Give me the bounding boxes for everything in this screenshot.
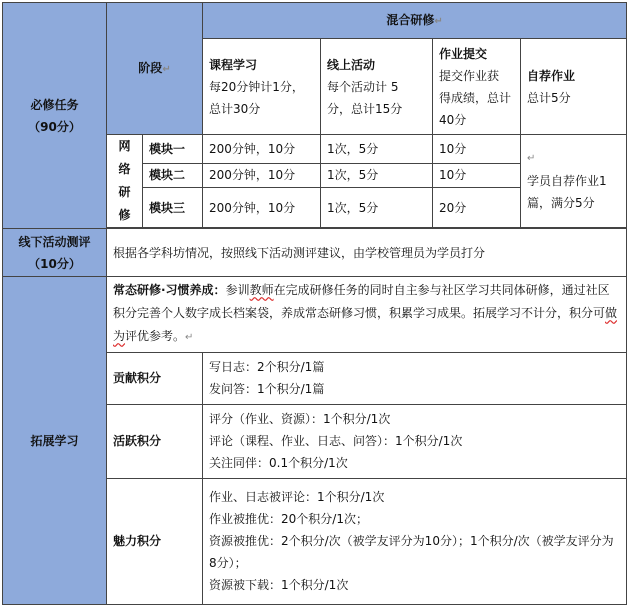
rule-item: 关注同伴：0.1个积分/1次 xyxy=(209,456,348,471)
module-name: 模块二 xyxy=(143,163,203,187)
course-study-header: 课程学习 每20分钟计1分， 总计30分 xyxy=(203,39,321,135)
module-homework-value: 10分 xyxy=(433,163,521,187)
paragraph-mark-icon: ↵ xyxy=(162,63,171,75)
module-online-value: 1次，5分 xyxy=(321,187,433,228)
offline-label: 线下活动测评 xyxy=(18,234,91,249)
rule-item: 作业、日志被评论：1个积分/1次 xyxy=(209,490,385,505)
module-name: 模块一 xyxy=(143,135,203,163)
course-study-title: 课程学习 xyxy=(209,57,258,72)
charm-points-rules xyxy=(203,478,627,604)
network-training-label: 网 络 研 修 xyxy=(107,135,143,228)
extension-intro: 常态研修·习惯养成：参训教师在完成研修任务的同时自主参与社区学习共同体研修，通过社区积分完善个人数字成长档案袋，养成常态研修习惯，积累学习成果。拓展学习不计分，积分可做为评优参考。↵ xyxy=(107,277,627,352)
offline-section-header xyxy=(3,229,107,277)
required-label: 必修任务 xyxy=(30,97,79,112)
online-activity-header: 线上活动 每个活动计 5 分，总计15分 xyxy=(321,39,433,135)
paragraph-mark-icon: ↵ xyxy=(527,153,536,165)
blended-header: 混合研修↵ xyxy=(203,3,627,39)
contribution-points-rules xyxy=(203,352,627,404)
module-online-value: 1次，5分 xyxy=(321,163,433,187)
self-recommend-header: 自荐作业 总计5分 xyxy=(521,39,627,135)
rule-item: 发问答：1个积分/1篇 xyxy=(209,382,325,397)
online-activity-title: 线上活动 xyxy=(327,57,376,72)
paragraph-mark-icon: ↵ xyxy=(434,15,443,27)
paragraph-mark-icon: ↵ xyxy=(185,332,194,344)
offline-score: （10分） xyxy=(28,256,81,271)
self-recommend-title: 自荐作业 xyxy=(527,68,576,83)
rule-item: 资源被下载：1个积分/1次 xyxy=(209,578,349,593)
extension-section-header xyxy=(3,277,107,605)
activity-points-rules xyxy=(203,404,627,478)
rule-item: 写日志：2个积分/1篇 xyxy=(209,360,325,375)
offline-description: 根据各学科坊情况，按照线下活动测评建议，由学校管理员为学员打分 xyxy=(107,229,627,277)
module-homework-value: 20分 xyxy=(433,187,521,228)
training-plan-table xyxy=(2,2,627,605)
module-course-value: 200分钟，10分 xyxy=(203,163,321,187)
module-online-value: 1次，5分 xyxy=(321,135,433,163)
module-homework-value: 10分 xyxy=(433,135,521,163)
stage-label: 阶段 xyxy=(138,60,163,75)
rule-item: 作业被推优：20个积分/1次； xyxy=(209,512,368,527)
homework-submit-title: 作业提交 xyxy=(439,46,488,61)
activity-points-label: 活跃积分 xyxy=(107,404,203,478)
charm-points-label: 魅力积分 xyxy=(107,478,203,604)
stage-header xyxy=(107,3,203,135)
module-name: 模块三 xyxy=(143,187,203,228)
extension-label: 拓展学习 xyxy=(30,433,79,448)
module-course-value: 200分钟，10分 xyxy=(203,135,321,163)
extension-intro-title: 常态研修·习惯养成： xyxy=(113,283,226,298)
required-section-header xyxy=(3,3,107,229)
rule-item: 评论（课程、作业、日志、问答）：1个积分/1次 xyxy=(209,434,463,449)
rule-item: 评分（作业、资源）：1个积分/1次 xyxy=(209,412,391,427)
rule-item: 资源被推优：2个积分/次（被学友评分为10分）；1个积分/次（被学友评分为8分）； xyxy=(209,534,614,571)
self-recommend-cell: ↵ 学员自荐作业1 篇，满分5分 xyxy=(521,135,627,228)
contribution-points-label: 贡献积分 xyxy=(107,352,203,404)
required-score: （90分） xyxy=(28,119,81,134)
module-course-value: 200分钟，10分 xyxy=(203,187,321,228)
homework-submit-header: 作业提交 提交作业获 得成绩，总计 40分 xyxy=(433,39,521,135)
